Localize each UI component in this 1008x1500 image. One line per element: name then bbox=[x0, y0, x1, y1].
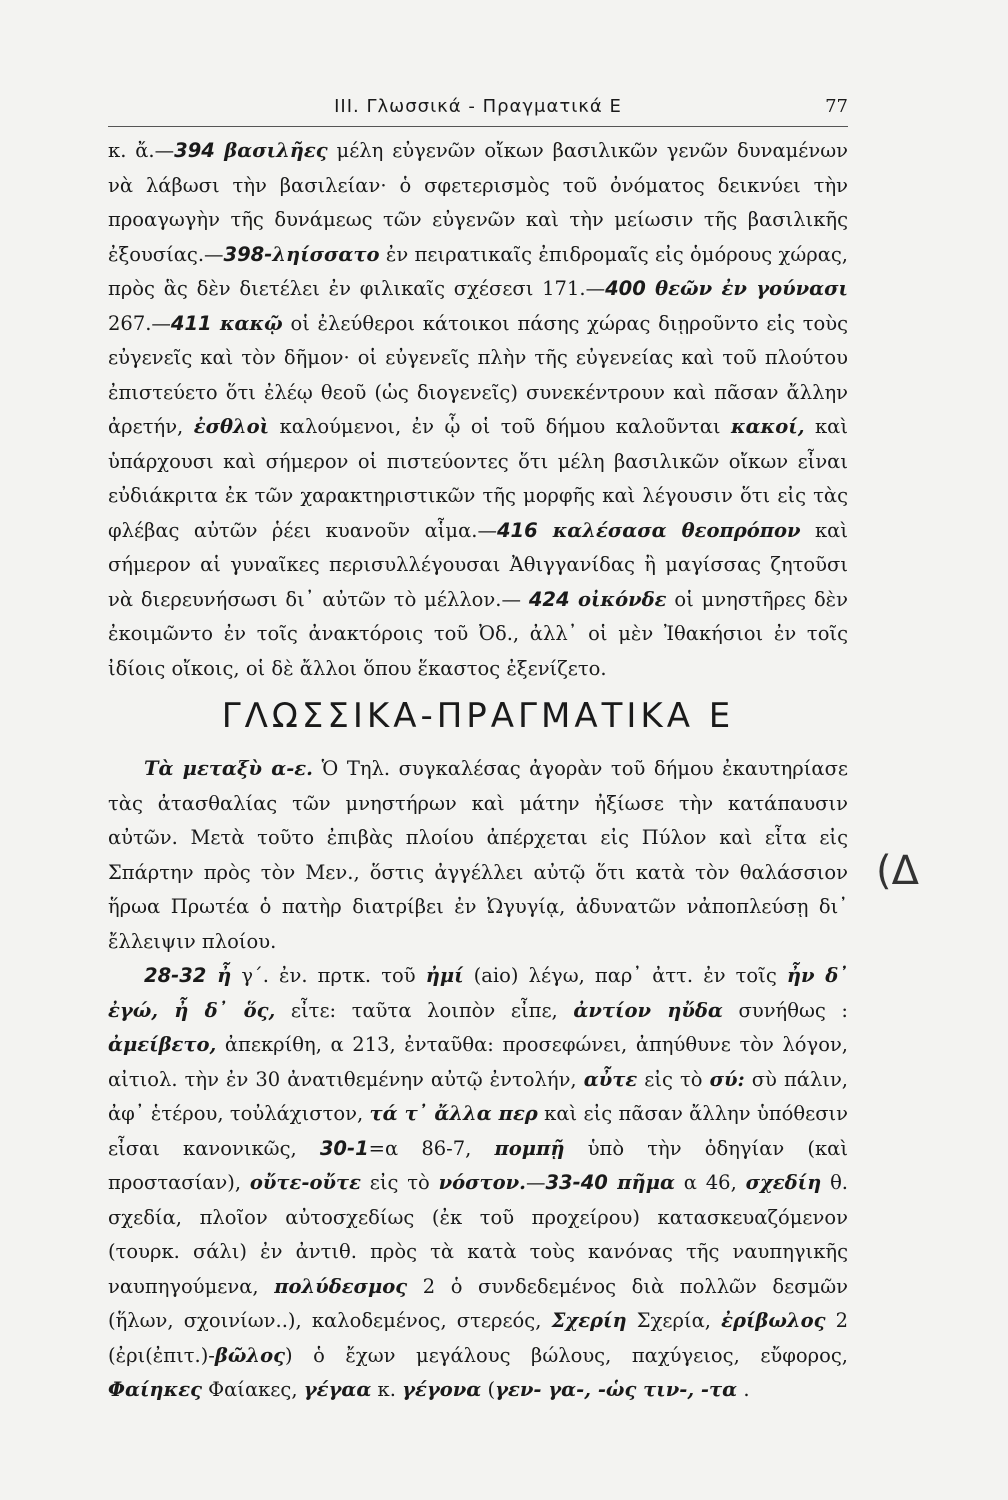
line-ref: 394 bbox=[174, 139, 225, 162]
lemma: σχεδίη bbox=[745, 1171, 822, 1194]
lemma: νόστον. bbox=[438, 1171, 526, 1194]
line-ref: 28-32 bbox=[144, 964, 218, 987]
line-ref: 30-1 bbox=[319, 1136, 369, 1160]
lemma: κακοί, bbox=[731, 415, 805, 438]
lemma: Τὰ μεταξὺ α-ε. bbox=[144, 757, 313, 780]
line-ref: 398- bbox=[223, 242, 273, 266]
line-ref: 33-40 bbox=[545, 1171, 618, 1194]
line-ref: 424 bbox=[528, 587, 579, 611]
lemma: ἐρίβωλος bbox=[721, 1309, 826, 1332]
section-title: ΓΛΩΣΣΙΚΑ-ΠΡΑΓΜΑΤΙΚΑ Ε bbox=[221, 696, 735, 736]
summary-paragraph: Τὰ μεταξὺ α-ε. Ὁ Τηλ. συγκαλέσας ἀγορὰν τοῦ δήμου ἐκαυτηρίασε τὰς ἀτασθαλίας τῶν μνηστήρων καὶ μάτην ἠξίωσε τὴν κατάπαυσιν αὐτῶν. Μετὰ τοῦτο ἐπιβὰς πλοίου ἀπέρχεται εἰς Πύλον καὶ εἶτα εἰς Σπάρτην πρὸς τὸν Μεν., ὅστις ἀγγέλλει αὐτῷ ὅτι κατὰ τὸν θαλάσσιον ἥρωα Πρωτέα ὁ πατὴρ διατρίβει ἐν Ὠγυγίᾳ, ἀδυνατῶν νἀποπλεύσῃ δι᾿ ἔλλειψιν πλοίου. bbox=[108, 757, 848, 953]
page-header bbox=[108, 96, 848, 127]
page-number: 77 bbox=[825, 96, 848, 117]
lemma: γεν- γα-, -ὡς τιν-, -τα bbox=[495, 1378, 738, 1401]
lemma: πολύδεσμος bbox=[274, 1274, 408, 1298]
lemma: κακῷ bbox=[219, 311, 283, 335]
lemma: πῆμα bbox=[617, 1171, 675, 1194]
line-ref: 416 bbox=[496, 518, 553, 542]
lemma: ἠμί bbox=[425, 964, 464, 987]
lemma: ἀμείβετο, bbox=[108, 1033, 217, 1056]
section-body bbox=[108, 752, 848, 1408]
lemma: τά τ᾿ ἄλλα περ bbox=[369, 1102, 538, 1125]
running-head: ΙΙΙ. Γλωσσικά - Πραγματικά Ε bbox=[334, 96, 622, 117]
lemma: ἀντίον ηὔδα bbox=[573, 998, 723, 1022]
lemma: σύ: bbox=[709, 1067, 745, 1091]
lemma: οὔτε-οὔτε bbox=[249, 1171, 361, 1194]
lemma: ἐσθλοὶ bbox=[193, 415, 270, 438]
lemma: βῶλος bbox=[214, 1343, 285, 1367]
line-ref: 411 bbox=[170, 311, 220, 335]
lemma: γέγονα bbox=[402, 1378, 482, 1401]
lemma: αὖτε bbox=[583, 1067, 638, 1091]
lemma: θεῶν ἐν γούνασι bbox=[655, 277, 848, 300]
lemma: βασιλῆες bbox=[224, 139, 328, 162]
lemma: ἦν δ᾿ ἐγώ, ἦ δ᾿ ὅς, bbox=[108, 964, 848, 1022]
line-ref: 400 bbox=[605, 277, 656, 300]
commentary-block bbox=[108, 134, 848, 686]
commentary-paragraph: 28-32 ἦ γ΄. ἐν. πρτκ. τοῦ ἠμί (aio) λέγω, παρ᾿ ἀττ. ἐν τοῖς ἦν δ᾿ ἐγώ, ἦ δ᾿ ὅς, εἶτε: ταῦτα λοιπὸν εἶπε, ἀντίον ηὔδα συνήθως : ἀμείβετο, ἀπεκρίθη, α 213, ἐνταῦθα: προσεφώνει, ἀπηύθυνε τὸν λόγον, αἰτιολ. τὴν ἐν 30 ἀνατιθεμένην αὐτῷ ἐντολήν, αὖτε εἰς τὸ σύ: σὺ πάλιν, ἀφ᾿ ἑτέρου, τοὐλάχιστον, τά τ᾿ ἄλλα περ καὶ εἰς πᾶσαν ἄλλην ὑπόθεσιν εἶσαι κανονικῶς, 30-1=α 86-7, πομπῇ ὑπὸ τὴν ὁδηγίαν (καὶ προστασίαν), οὔτε-οὔτε εἰς τὸ νόστον.—33-40 πῆμα α 46, σχεδίη θ. σχεδία, πλοῖον αὐτοσχεδίως (ἐκ τοῦ προχείρου) κατασκευαζόμενον (τουρκ. σάλι) ἐν ἀντιθ. πρὸς τὰ κατὰ τοὺς κανόνας τῆς ναυπηγικῆς ναυπηγούμενα, πολύδεσμος 2 ὁ συνδεδεμένος διὰ πολλῶν δεσμῶν (ἥλων, σχοινίων..), καλοδεμένος, στερεός, Σχερίη Σχερία, ἐρίβωλος 2 (ἐρι(ἐπιτ.)-βῶλος) ὁ ἔχων μεγάλους βώλους, παχύγειος, εὔφορος, Φαίηκες Φαίακες, γέγαα κ. γέγονα (γεν- γα-, -ὡς τιν-, -τα . bbox=[108, 964, 849, 1401]
lemma: οἰκόνδε bbox=[578, 587, 667, 611]
lemma: γέγαα bbox=[303, 1378, 372, 1401]
handwritten-margin-note: (Δ bbox=[876, 848, 919, 894]
lemma: καλέσασα θεοπρόπον bbox=[552, 518, 801, 542]
lemma: Σχερίη bbox=[551, 1309, 627, 1332]
lemma: ἦ bbox=[217, 964, 232, 987]
paragraph: κ. ἄ.—394 βασιλῆες μέλη εὐγενῶν οἴκων βασιλικῶν γενῶν δυναμένων νὰ λάβωσι τὴν βασιλείαν· ὁ σφετερισμὸς τοῦ ὀνόματος δεικνύει τὴν προαγωγὴν τῆς δυνάμεως τῶν εὐγενῶν καὶ τὴν μείωσιν τῆς βασιλικῆς ἐξουσίας.—398-ληίσσατο ἐν πειρατικαῖς ἐπιδρομαῖς εἰς ὁμόρους χώρας, πρὸς ἃς δὲν διετέλει ἐν φιλικαῖς σχέσεσι 171.—400 θεῶν ἐν γούνασι 267.—411 κακῷ οἱ ἐλεύθεροι κάτοικοι πάσης χώρας διῃροῦντο εἰς τοὺς εὐγενεῖς καὶ τὸν δῆμον· οἱ εὐγενεῖς πλὴν τῆς εὐγενείας καὶ τοῦ πλούτου ἐπιστεύετο ὅτι ἐλέῳ θεοῦ (ὡς διογενεῖς) συνεκέντρουν καὶ πᾶσαν ἄλλην ἀρετήν, ἐσθλοὶ καλούμενοι, ἐν ᾧ οἱ τοῦ δήμου καλοῦνται κακοί, καὶ ὑπάρχουσι καὶ σήμερον οἱ πιστεύοντες ὅτι μέλη βασιλικῶν οἴκων εἶναι εὐδιάκριτα ἐκ τῶν χαρακτηριστικῶν τῆς μορφῆς καὶ λέγουσιν ὅτι εἰς τὰς φλέβας αὐτῶν ῥέει κυανοῦν αἷμα.—416 καλέσασα θεοπρόπον καὶ σήμερον αἱ γυναῖκες περισυλλέγουσαι Ἀθιγγανίδας ἢ μαγίσσας ζητοῦσι νὰ διερευνήσωσι δι᾿ αὐτῶν τὸ μέλλον.— 424 οἰκόνδε οἱ μνηστῆρες δὲν ἐκοιμῶντο ἐν τοῖς ἀνακτόροις τοῦ Ὀδ., ἀλλ᾿ οἱ μὲν Ἰθακήσιοι ἐν τοῖς ἰδίοις οἴκοις, οἱ δὲ ἄλλοι ὅπου ἕκαστος ἐξενίζετο. bbox=[108, 139, 849, 680]
lemma: Φαίηκες bbox=[108, 1378, 202, 1401]
lemma: ληίσσατο bbox=[272, 242, 380, 266]
lemma: πομπῇ bbox=[494, 1136, 565, 1160]
